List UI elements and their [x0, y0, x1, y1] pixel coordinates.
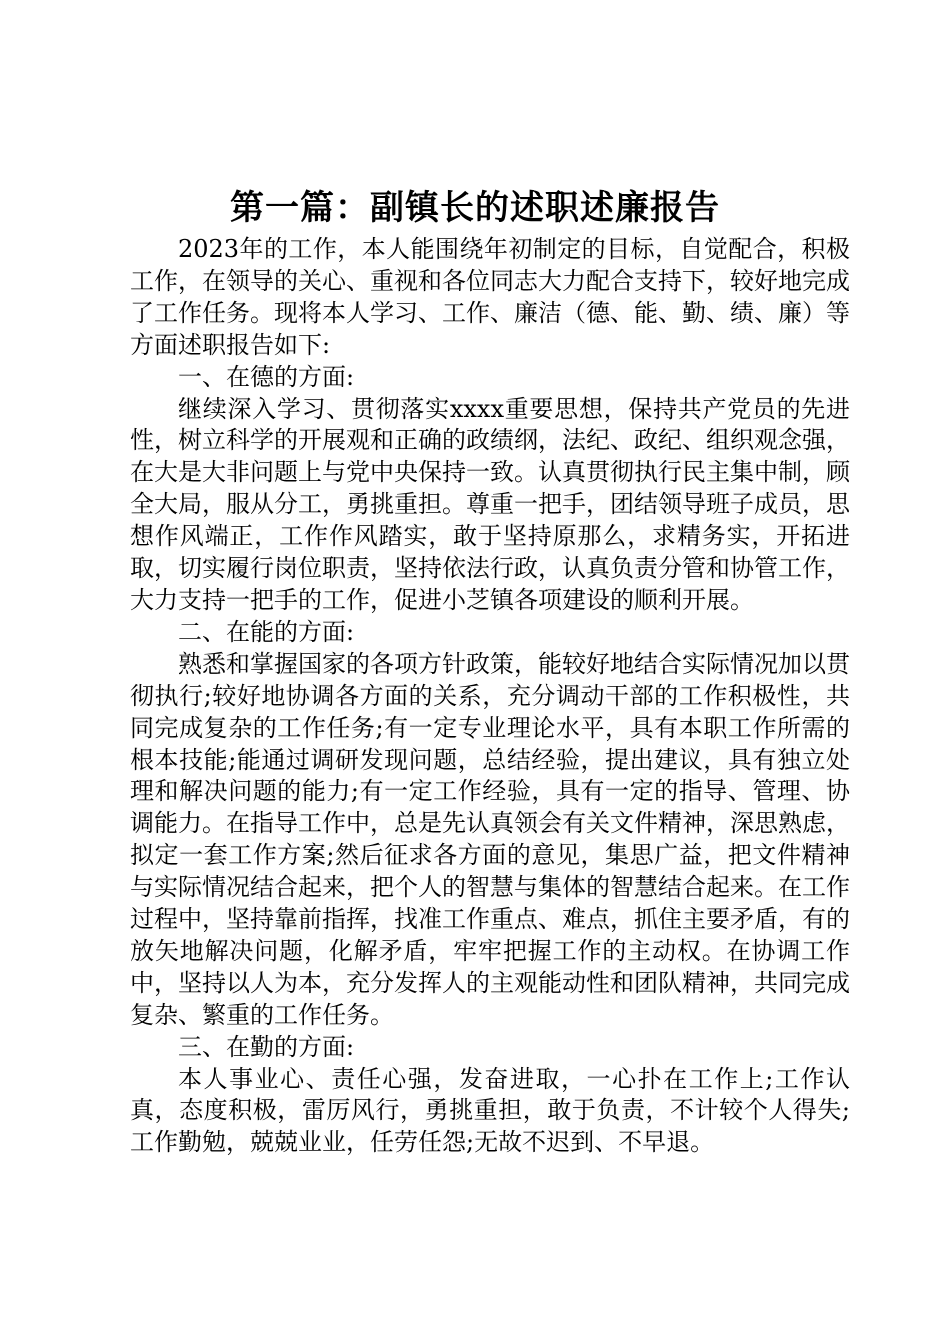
intro-paragraph: 2023年的工作，本人能围绕年初制定的目标，自觉配合，积极工作，在领导的关心、重视和各位同志大力配合支持下，较好地完成了工作任务。现将本人学习、工作、廉洁（德、能、勤、绩、廉）等方面述职报告如下:	[130, 235, 850, 359]
section-body-diligence: 本人事业心、责任心强，发奋进取，一心扑在工作上;工作认真，态度积极，雷厉风行，勇挑重担，敢于负责，不计较个人得失;工作勤勉，兢兢业业，任劳任怨;无故不迟到、不早退。	[130, 1064, 850, 1157]
section-body-ability: 熟悉和掌握国家的各项方针政策，能较好地结合实际情况加以贯彻执行;较好地协调各方面的关系，充分调动干部的工作积极性，共同完成复杂的工作任务;有一定专业理论水平，具有本职工作所需的根本技能;能通过调研发现问题，总结经验，提出建议，具有独立处理和解决问题的能力;有一定工作经验，具有一定的指导、管理、协调能力。在指导工作中，总是先认真领会有关文件精神，深思熟虑，拟定一套工作方案;然后征求各方面的意见，集思广益，把文件精神与实际情况结合起来，把个人的智慧与集体的智慧结合起来。在工作过程中，坚持靠前指挥，找准工作重点、难点，抓住主要矛盾，有的放矢地解决问题，化解矛盾，牢牢把握工作的主动权。在协调工作中，坚持以人为本，充分发挥人的主观能动性和团队精神，共同完成复杂、繁重的工作任务。	[130, 649, 850, 1029]
section-heading-diligence: 三、在勤的方面:	[178, 1032, 355, 1061]
document-title: 第一篇：副镇长的述职述廉报告	[230, 188, 720, 228]
section-body-morality: 继续深入学习、贯彻落实xxxx重要思想，保持共产党员的先进性，树立科学的开展观和正确的政绩纲，法纪、政纪、组织观念强，在大是大非问题上与党中央保持一致。认真贯彻执行民主集中制，顾全大局，服从分工，勇挑重担。尊重一把手，团结领导班子成员，思想作风端正，工作作风踏实，敢于坚持原那么，求精务实，开拓进取，切实履行岗位职责，坚持依法行政，认真负责分管和协管工作，大力支持一把手的工作，促进小芝镇各项建设的顺利开展。	[130, 394, 850, 614]
document-body	[130, 234, 850, 1159]
section-heading-morality: 一、在德的方面:	[178, 362, 355, 391]
section-heading-ability: 二、在能的方面:	[178, 617, 355, 646]
